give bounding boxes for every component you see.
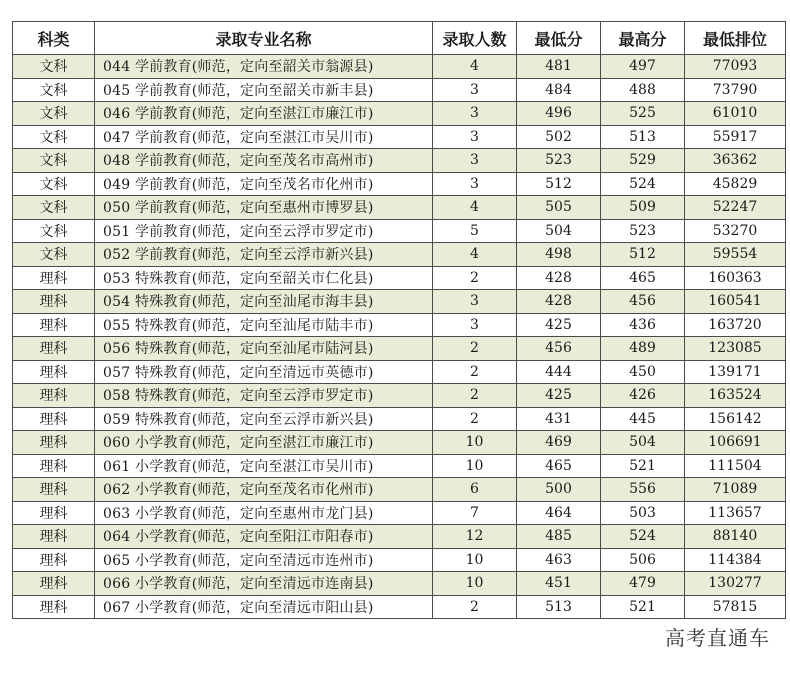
admission-table xyxy=(12,21,786,619)
table-row xyxy=(13,360,786,384)
min-score-cell: 425 xyxy=(517,313,601,337)
min-rank-cell: 73790 xyxy=(685,78,786,102)
major-cell: 060 小学教育(师范，定向至湛江市廉江市) xyxy=(95,431,433,455)
min-rank-cell: 139171 xyxy=(685,360,786,384)
max-score-cell: 506 xyxy=(601,548,685,572)
category-cell: 理科 xyxy=(13,572,95,596)
major-cell: 059 特殊教育(师范，定向至云浮市新兴县) xyxy=(95,407,433,431)
admitted-count-cell: 4 xyxy=(433,243,517,267)
min-score-cell: 504 xyxy=(517,219,601,243)
header-min-rank: 最低排位 xyxy=(685,22,786,55)
max-score-cell: 489 xyxy=(601,337,685,361)
category-cell: 文科 xyxy=(13,196,95,220)
min-rank-cell: 36362 xyxy=(685,149,786,173)
admitted-count-cell: 5 xyxy=(433,219,517,243)
table-row xyxy=(13,219,786,243)
min-score-cell: 498 xyxy=(517,243,601,267)
major-cell: 066 小学教育(师范，定向至清远市连南县) xyxy=(95,572,433,596)
max-score-cell: 521 xyxy=(601,454,685,478)
admitted-count-cell: 6 xyxy=(433,478,517,502)
table-row xyxy=(13,572,786,596)
major-cell: 049 学前教育(师范，定向至茂名市化州市) xyxy=(95,172,433,196)
major-cell: 053 特殊教育(师范，定向至韶关市仁化县) xyxy=(95,266,433,290)
min-score-cell: 425 xyxy=(517,384,601,408)
max-score-cell: 524 xyxy=(601,172,685,196)
min-score-cell: 523 xyxy=(517,149,601,173)
min-rank-cell: 55917 xyxy=(685,125,786,149)
table-row xyxy=(13,407,786,431)
category-cell: 理科 xyxy=(13,360,95,384)
major-cell: 062 小学教育(师范，定向至茂名市化州市) xyxy=(95,478,433,502)
table-row xyxy=(13,266,786,290)
min-rank-cell: 59554 xyxy=(685,243,786,267)
max-score-cell: 445 xyxy=(601,407,685,431)
min-score-cell: 444 xyxy=(517,360,601,384)
category-cell: 理科 xyxy=(13,384,95,408)
min-score-cell: 505 xyxy=(517,196,601,220)
max-score-cell: 512 xyxy=(601,243,685,267)
header-major: 录取专业名称 xyxy=(95,22,433,55)
category-cell: 理科 xyxy=(13,431,95,455)
min-score-cell: 484 xyxy=(517,78,601,102)
max-score-cell: 488 xyxy=(601,78,685,102)
table-row xyxy=(13,313,786,337)
category-cell: 理科 xyxy=(13,548,95,572)
min-rank-cell: 113657 xyxy=(685,501,786,525)
min-rank-cell: 52247 xyxy=(685,196,786,220)
admitted-count-cell: 10 xyxy=(433,572,517,596)
min-rank-cell: 123085 xyxy=(685,337,786,361)
min-rank-cell: 130277 xyxy=(685,572,786,596)
category-cell: 理科 xyxy=(13,478,95,502)
max-score-cell: 450 xyxy=(601,360,685,384)
max-score-cell: 523 xyxy=(601,219,685,243)
min-rank-cell: 53270 xyxy=(685,219,786,243)
min-rank-cell: 163524 xyxy=(685,384,786,408)
major-cell: 055 特殊教育(师范，定向至汕尾市陆丰市) xyxy=(95,313,433,337)
admitted-count-cell: 4 xyxy=(433,196,517,220)
min-score-cell: 502 xyxy=(517,125,601,149)
major-cell: 057 特殊教育(师范，定向至清远市英德市) xyxy=(95,360,433,384)
admitted-count-cell: 10 xyxy=(433,454,517,478)
min-score-cell: 500 xyxy=(517,478,601,502)
category-cell: 理科 xyxy=(13,337,95,361)
min-score-cell: 428 xyxy=(517,266,601,290)
category-cell: 理科 xyxy=(13,313,95,337)
category-cell: 文科 xyxy=(13,243,95,267)
major-cell: 067 小学教育(师范，定向至清远市阳山县) xyxy=(95,595,433,619)
category-cell: 理科 xyxy=(13,525,95,549)
table-row xyxy=(13,172,786,196)
admitted-count-cell: 2 xyxy=(433,595,517,619)
category-cell: 理科 xyxy=(13,595,95,619)
major-cell: 063 小学教育(师范，定向至惠州市龙门县) xyxy=(95,501,433,525)
major-cell: 058 特殊教育(师范，定向至云浮市罗定市) xyxy=(95,384,433,408)
min-score-cell: 464 xyxy=(517,501,601,525)
major-cell: 046 学前教育(师范，定向至湛江市廉江市) xyxy=(95,102,433,126)
min-score-cell: 481 xyxy=(517,55,601,79)
min-rank-cell: 61010 xyxy=(685,102,786,126)
header-admitted-count: 录取人数 xyxy=(433,22,517,55)
major-cell: 047 学前教育(师范，定向至湛江市吴川市) xyxy=(95,125,433,149)
major-cell: 061 小学教育(师范，定向至湛江市吴川市) xyxy=(95,454,433,478)
max-score-cell: 503 xyxy=(601,501,685,525)
min-rank-cell: 57815 xyxy=(685,595,786,619)
min-score-cell: 496 xyxy=(517,102,601,126)
major-cell: 065 小学教育(师范，定向至清远市连州市) xyxy=(95,548,433,572)
major-cell: 048 学前教育(师范，定向至茂名市高州市) xyxy=(95,149,433,173)
min-score-cell: 512 xyxy=(517,172,601,196)
min-score-cell: 469 xyxy=(517,431,601,455)
table-row xyxy=(13,196,786,220)
min-score-cell: 465 xyxy=(517,454,601,478)
header-min-score: 最低分 xyxy=(517,22,601,55)
min-rank-cell: 71089 xyxy=(685,478,786,502)
max-score-cell: 509 xyxy=(601,196,685,220)
table-header xyxy=(13,22,786,55)
table-row xyxy=(13,384,786,408)
max-score-cell: 479 xyxy=(601,572,685,596)
table-row xyxy=(13,102,786,126)
admitted-count-cell: 3 xyxy=(433,313,517,337)
category-cell: 文科 xyxy=(13,219,95,243)
category-cell: 理科 xyxy=(13,501,95,525)
max-score-cell: 426 xyxy=(601,384,685,408)
admitted-count-cell: 2 xyxy=(433,266,517,290)
max-score-cell: 521 xyxy=(601,595,685,619)
table-body xyxy=(13,55,786,619)
category-cell: 文科 xyxy=(13,78,95,102)
min-score-cell: 428 xyxy=(517,290,601,314)
admitted-count-cell: 3 xyxy=(433,172,517,196)
max-score-cell: 529 xyxy=(601,149,685,173)
min-rank-cell: 163720 xyxy=(685,313,786,337)
major-cell: 045 学前教育(师范，定向至韶关市新丰县) xyxy=(95,78,433,102)
admitted-count-cell: 3 xyxy=(433,290,517,314)
max-score-cell: 465 xyxy=(601,266,685,290)
min-score-cell: 513 xyxy=(517,595,601,619)
header-max-score: 最高分 xyxy=(601,22,685,55)
max-score-cell: 497 xyxy=(601,55,685,79)
table-row xyxy=(13,454,786,478)
table-row xyxy=(13,55,786,79)
admitted-count-cell: 2 xyxy=(433,407,517,431)
admitted-count-cell: 12 xyxy=(433,525,517,549)
min-rank-cell: 45829 xyxy=(685,172,786,196)
admitted-count-cell: 2 xyxy=(433,337,517,361)
category-cell: 文科 xyxy=(13,172,95,196)
admitted-count-cell: 2 xyxy=(433,360,517,384)
min-rank-cell: 160363 xyxy=(685,266,786,290)
major-cell: 054 特殊教育(师范，定向至汕尾市海丰县) xyxy=(95,290,433,314)
category-cell: 理科 xyxy=(13,290,95,314)
major-cell: 050 学前教育(师范，定向至惠州市博罗县) xyxy=(95,196,433,220)
table-row xyxy=(13,501,786,525)
category-cell: 文科 xyxy=(13,102,95,126)
major-cell: 052 学前教育(师范，定向至云浮市新兴县) xyxy=(95,243,433,267)
admitted-count-cell: 7 xyxy=(433,501,517,525)
admitted-count-cell: 3 xyxy=(433,78,517,102)
watermark: 高考直通车 xyxy=(665,626,770,650)
table-row xyxy=(13,595,786,619)
min-score-cell: 463 xyxy=(517,548,601,572)
admitted-count-cell: 4 xyxy=(433,55,517,79)
table-row xyxy=(13,548,786,572)
min-rank-cell: 114384 xyxy=(685,548,786,572)
category-cell: 文科 xyxy=(13,125,95,149)
table-row xyxy=(13,431,786,455)
min-rank-cell: 156142 xyxy=(685,407,786,431)
major-cell: 044 学前教育(师范，定向至韶关市翁源县) xyxy=(95,55,433,79)
admitted-count-cell: 2 xyxy=(433,384,517,408)
min-score-cell: 431 xyxy=(517,407,601,431)
min-rank-cell: 77093 xyxy=(685,55,786,79)
max-score-cell: 436 xyxy=(601,313,685,337)
major-cell: 064 小学教育(师范，定向至阳江市阳春市) xyxy=(95,525,433,549)
min-rank-cell: 88140 xyxy=(685,525,786,549)
table-row xyxy=(13,525,786,549)
min-rank-cell: 160541 xyxy=(685,290,786,314)
major-cell: 051 学前教育(师范，定向至云浮市罗定市) xyxy=(95,219,433,243)
admitted-count-cell: 10 xyxy=(433,431,517,455)
max-score-cell: 513 xyxy=(601,125,685,149)
category-cell: 理科 xyxy=(13,454,95,478)
admitted-count-cell: 3 xyxy=(433,149,517,173)
max-score-cell: 524 xyxy=(601,525,685,549)
header-row xyxy=(13,22,786,55)
table-row xyxy=(13,290,786,314)
category-cell: 理科 xyxy=(13,407,95,431)
header-category: 科类 xyxy=(13,22,95,55)
admitted-count-cell: 3 xyxy=(433,102,517,126)
table-row xyxy=(13,243,786,267)
category-cell: 理科 xyxy=(13,266,95,290)
category-cell: 文科 xyxy=(13,149,95,173)
max-score-cell: 504 xyxy=(601,431,685,455)
table-row xyxy=(13,125,786,149)
min-rank-cell: 106691 xyxy=(685,431,786,455)
table-row xyxy=(13,478,786,502)
table-row xyxy=(13,78,786,102)
min-score-cell: 485 xyxy=(517,525,601,549)
admitted-count-cell: 10 xyxy=(433,548,517,572)
admitted-count-cell: 3 xyxy=(433,125,517,149)
max-score-cell: 525 xyxy=(601,102,685,126)
major-cell: 056 特殊教育(师范，定向至汕尾市陆河县) xyxy=(95,337,433,361)
table-row xyxy=(13,149,786,173)
table-row xyxy=(13,337,786,361)
max-score-cell: 556 xyxy=(601,478,685,502)
min-score-cell: 451 xyxy=(517,572,601,596)
category-cell: 文科 xyxy=(13,55,95,79)
min-rank-cell: 111504 xyxy=(685,454,786,478)
max-score-cell: 456 xyxy=(601,290,685,314)
min-score-cell: 456 xyxy=(517,337,601,361)
